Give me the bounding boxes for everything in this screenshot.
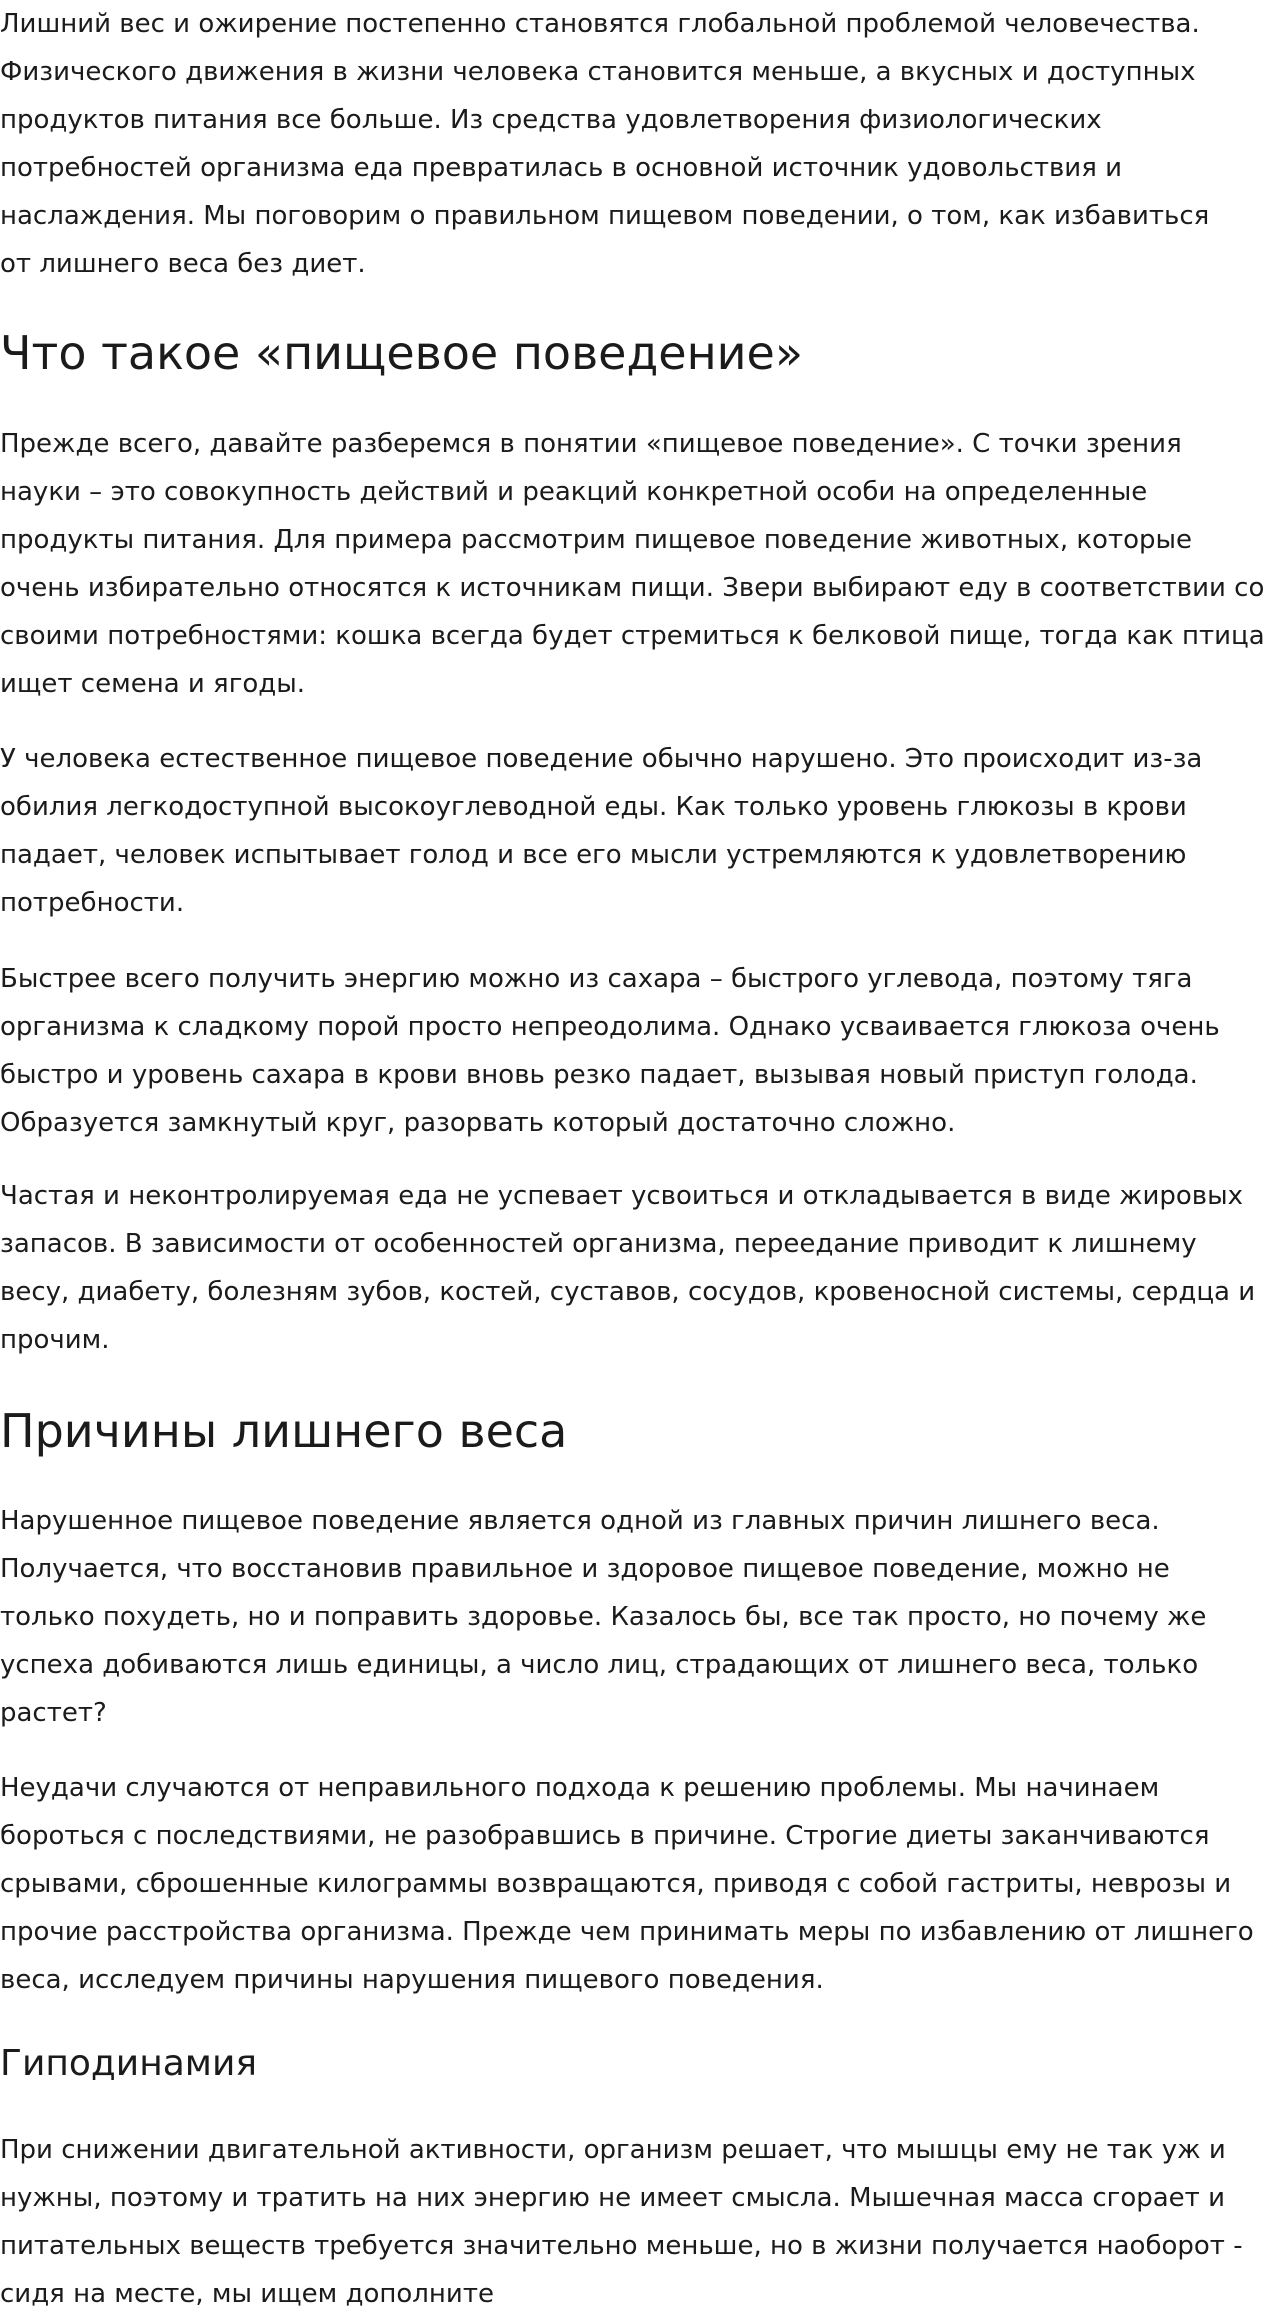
section-heading-eating-behavior: Что такое «пищевое поведение» (0, 326, 804, 380)
section-heading-excess-weight-causes: Причины лишнего веса (0, 1404, 568, 1458)
paragraph: Нарушенное пищевое поведение является одной из главных причин лишнего веса. Получается, что восстановив правильное и здоровое пищевое поведение, можно не только похудеть, но и поправить здоровье. Казалось бы, все так просто, но почему же успеха добиваются лишь единицы, а число лиц, страдающих от лишнего веса, только растет? (0, 1506, 1207, 1728)
paragraph: Частая и неконтролируемая еда не успевает усвоиться и откладывается в виде жировых запасов. В зависимости от особенностей организма, переедание приводит к лишнему весу, диабету, болезням зубов, костей, суставов, сосудов, кровеносной системы, сердца и прочим. (0, 1181, 1256, 1355)
paragraph: Быстрее всего получить энергию можно из сахара – быстрого углевода, поэтому тяга организма к сладкому порой просто непреодолима. Однако усваивается глюкоза очень быстро и уровень сахара в крови вновь резко падает, вызывая новый приступ голода. Образуется замкнутый круг, разорвать который достаточно сложно. (0, 964, 1220, 1138)
paragraph: Неудачи случаются от неправильного подхода к решению проблемы. Мы начинаем бороться с последствиями, не разобравшись в причине. Строгие диеты заканчиваются срывами, сброшенные килограммы возвращаются, приводя с собой гастриты, неврозы и прочие расстройства организма. Прежде чем принимать меры по избавлению от лишнего веса, исследуем причины нарушения пищевого поведения. (0, 1773, 1254, 1995)
section-heading-hypodynamia: Гиподинамия (0, 2043, 258, 2084)
paragraph: При снижении двигательной активности, организм решает, что мышцы ему не так уж и нужны, поэтому и тратить на них энергию не имеет смысла. Мышечная масса сгорает и питательных веществ требуется значительно меньше, но в жизни получается наоборот - сидя на месте, мы ищем дополните (0, 2135, 1243, 2309)
intro-paragraph: Лишний вес и ожирение постепенно становятся глобальной проблемой человечества. Физического движения в жизни человека становится меньше, а вкусных и доступных продуктов питания все больше. Из средства удовлетворения физиологических потребностей организма еда превратилась в основной источник удовольствия и наслаждения. Мы поговорим о правильном пищевом поведении, о том, как избавиться от лишнего веса без диет. (0, 9, 1210, 279)
paragraph: Прежде всего, давайте разберемся в понятии «пищевое поведение». С точки зрения науки – это совокупность действий и реакций конкретной особи на определенные продукты питания. Для примера рассмотрим пищевое поведение животных, которые очень избирательно относятся к источникам пищи. Звери выбирают еду в соответствии со своими потребностями: кошка всегда будет стремиться к белковой пище, тогда как птица ищет семена и ягоды. (0, 429, 1265, 699)
paragraph: У человека естественное пищевое поведение обычно нарушено. Это происходит из-за обилия легкодоступной высокоуглеводной еды. Как только уровень глюкозы в крови падает, человек испытывает голод и все его мысли устремляются к удовлетворению потребности. (0, 744, 1203, 918)
